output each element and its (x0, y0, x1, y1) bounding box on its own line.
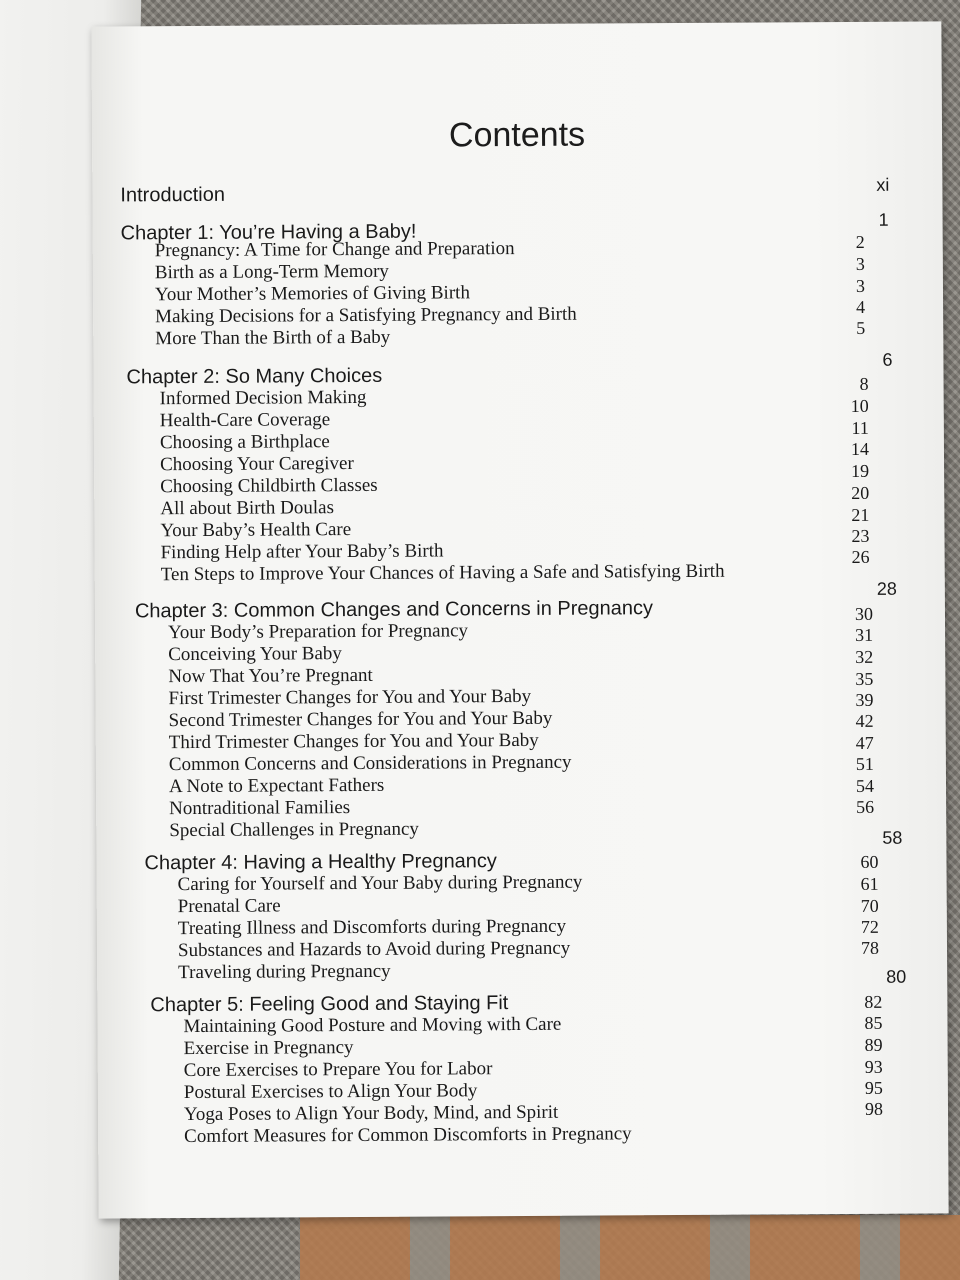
toc-section: Treating Illness and Discomforts during Pregnancy (177, 915, 567, 940)
toc-section: Comfort Measures for Common Discomforts in Pregnancy (184, 1123, 632, 1148)
toc-section: Making Decisions for a Satisfying Pregnancy and Birth (155, 303, 577, 328)
toc-section-page: 95 (864, 1077, 883, 1098)
toc-introduction-label: Introduction (120, 183, 225, 207)
toc-section-page: 72 (860, 916, 879, 937)
toc-chapter-5-title: Chapter 5: Feeling Good and Staying Fit (150, 992, 509, 1017)
toc-section-page: 60 (860, 851, 879, 872)
toc-section: A Note to Expectant Fathers (168, 774, 385, 798)
toc-chapter-1-page: 1 (878, 209, 889, 230)
toc-section: Postural Exercises to Align Your Body (183, 1080, 478, 1104)
toc-section-page: 4 (856, 296, 866, 317)
toc-section: Now That You’re Pregnant (168, 664, 373, 688)
toc-section-page: 93 (864, 1056, 883, 1077)
toc-section: Your Mother’s Memories of Giving Birth (154, 282, 470, 306)
toc-section-page: 39 (855, 689, 874, 710)
toc-section-page: 23 (851, 525, 870, 546)
toc-section: Core Exercises to Prepare You for Labor (183, 1058, 493, 1082)
toc-section: Pregnancy: A Time for Change and Preparation (154, 238, 515, 262)
toc-section-page: 61 (860, 873, 879, 894)
toc-section: Conceiving Your Baby (168, 643, 342, 666)
toc-section-page: 89 (864, 1034, 883, 1055)
toc-chapter-3-page: 28 (876, 578, 897, 599)
toc-section-page: 10 (850, 395, 869, 416)
toc-section: Exercise in Pregnancy (183, 1037, 354, 1060)
toc-section-page: 2 (855, 231, 865, 252)
toc-section-page: 3 (855, 253, 865, 274)
toc-chapter-4-page: 58 (882, 827, 903, 848)
toc-section: Informed Decision Making (159, 386, 367, 410)
toc-section: Birth as a Long-Term Memory (154, 260, 389, 284)
toc-section-page: 3 (855, 275, 866, 296)
toc-section-page: 51 (855, 753, 874, 774)
toc-section: Second Trimester Changes for You and Your Baby (168, 707, 553, 732)
toc-section: Your Baby’s Health Care (160, 519, 352, 542)
toc-section: Choosing Childbirth Classes (160, 474, 378, 498)
toc-chapter-2-page: 6 (882, 349, 893, 370)
toc-section: All about Birth Doulas (160, 497, 335, 520)
toc-section-page: 20 (851, 482, 870, 503)
toc-section-page: 56 (856, 796, 875, 817)
toc-section-page: 19 (851, 460, 870, 481)
book-page (91, 21, 948, 1218)
toc-section: Ten Steps to Improve Your Chances of Having a Safe and Satisfying Birth (160, 560, 725, 586)
toc-section-page: 47 (855, 732, 874, 753)
toc-section-page: 30 (854, 603, 874, 624)
toc-section-page: 85 (864, 1012, 883, 1033)
toc-section: Health-Care Coverage (159, 409, 331, 432)
toc-section-page: 8 (859, 373, 869, 394)
toc-section: Your Body’s Preparation for Pregnancy (168, 620, 469, 644)
toc-section-page: 98 (864, 1098, 884, 1119)
toc-section-page: 11 (851, 417, 869, 438)
rug-stripe (300, 1215, 960, 1280)
toc-section-page: 54 (855, 775, 875, 796)
toc-chapter-5-page: 80 (886, 966, 907, 987)
toc-section-page: 21 (851, 504, 870, 525)
table-of-contents (91, 21, 948, 1218)
toc-section-page: 42 (855, 710, 874, 731)
toc-section: Maintaining Good Posture and Moving with Care (183, 1013, 562, 1038)
toc-introduction-page: xi (876, 174, 890, 195)
toc-section-page: 31 (855, 624, 874, 645)
toc-section-page: 82 (864, 991, 883, 1012)
toc-chapter-3-title: Chapter 3: Common Changes and Concerns in Pregnancy (134, 597, 654, 623)
toc-section: Substances and Hazards to Avoid during Pregnancy (177, 937, 571, 962)
toc-section: Yoga Poses to Align Your Body, Mind, and Spirit (183, 1101, 559, 1126)
toc-chapter-1-title: Chapter 1: You’re Having a Baby! (120, 220, 417, 245)
toc-section: Traveling during Pregnancy (178, 960, 391, 984)
toc-section: Choosing a Birthplace (159, 431, 330, 454)
toc-section-page: 14 (850, 438, 870, 459)
toc-chapter-4-title: Chapter 4: Having a Healthy Pregnancy (144, 850, 497, 875)
toc-section: Prenatal Care (177, 895, 281, 918)
toc-section: Special Challenges in Pregnancy (169, 818, 419, 842)
toc-section: Caring for Yourself and Your Baby during Pregnancy (177, 871, 583, 896)
toc-section-page: 32 (855, 646, 874, 667)
toc-section-page: 5 (856, 317, 866, 338)
page-title: Contents (448, 115, 586, 155)
toc-section: More Than the Birth of a Baby (155, 326, 391, 350)
toc-section: Choosing Your Caregiver (159, 453, 354, 476)
toc-section-page: 78 (860, 937, 880, 958)
toc-section-page: 35 (855, 668, 874, 689)
toc-section: Nontraditional Families (169, 797, 351, 820)
toc-section: Common Concerns and Considerations in Pregnancy (168, 751, 572, 776)
toc-chapter-2-title: Chapter 2: So Many Choices (126, 364, 383, 389)
toc-section: Third Trimester Changes for You and Your Baby (168, 729, 539, 754)
toc-section: First Trimester Changes for You and Your Baby (168, 685, 532, 710)
toc-section: Finding Help after Your Baby’s Birth (160, 540, 444, 564)
toc-section-page: 70 (860, 895, 879, 916)
toc-section-page: 26 (851, 546, 870, 567)
